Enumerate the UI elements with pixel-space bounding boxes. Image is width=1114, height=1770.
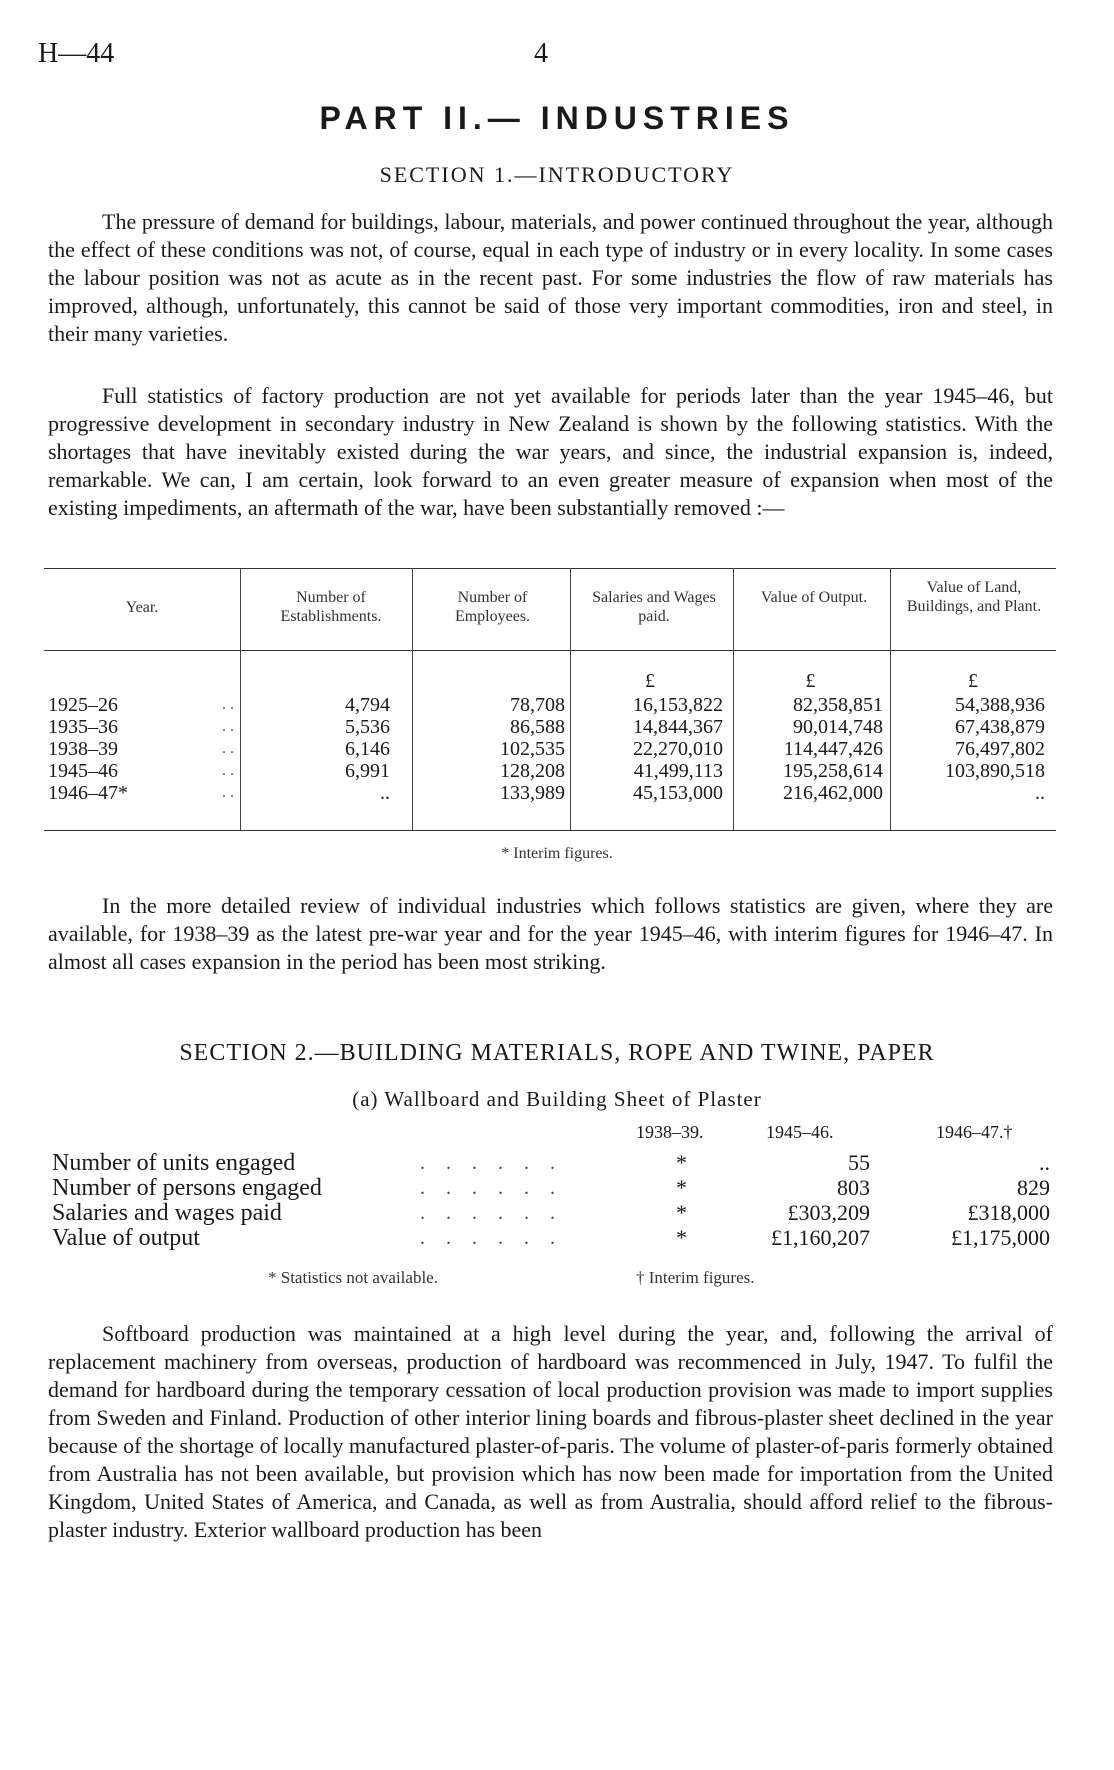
- cell-establishments: 5,536: [345, 716, 390, 738]
- table-rule-top: [44, 568, 1056, 569]
- page-number: 4: [534, 38, 548, 69]
- leader-dots: . .: [222, 762, 234, 779]
- header-employees: Number of Employees.: [454, 589, 531, 625]
- cell-salaries: 22,270,010: [633, 738, 723, 760]
- cell-output: 90,014,748: [793, 716, 883, 738]
- cell-year: 1935–36: [48, 716, 118, 738]
- value-1945-46: £303,209: [787, 1200, 870, 1225]
- cell-land-plant: 67,438,879: [955, 716, 1045, 738]
- table-divider: [890, 568, 891, 830]
- cell-employees: 133,989: [500, 782, 565, 804]
- row-label: Value of output: [52, 1225, 200, 1251]
- row-label: Number of persons engaged: [52, 1175, 322, 1201]
- leader-dots: . . . . . .: [420, 1202, 563, 1224]
- header-salaries: Salaries and Wages paid.: [592, 589, 716, 625]
- value-1938-39: *: [676, 1175, 687, 1200]
- value-1946-47: £318,000: [967, 1200, 1050, 1225]
- softboard-paragraph: Softboard production was maintained at a high level during the year, and, following the arrival of replacement machinery from overseas, production of hardboard was recommenced in July, 1947. To fulfil the demand for hardboard during the temporary cessation of local production provision was made to import supplies from Sweden and Finland. Production of other interior lining boards and fibrous-plaster sheet declined in the year because of the shortage of locally manufactured plaster-of-paris. The volume of plaster-of-paris formerly obtained from Australia has not been available, but provision which has now been made for importation from the United Kingdom, United States of America, and Canada, as well as from Australia, should afford relief to the fibrous-plaster industry. Exterior wallboard production has been: [48, 1321, 1053, 1542]
- value-1945-46: £1,160,207: [771, 1225, 870, 1250]
- cell-establishments: 6,146: [345, 738, 390, 760]
- cell-employees: 78,708: [510, 694, 565, 716]
- currency-mark: £: [805, 670, 816, 692]
- header-establishments: Number of Establishments.: [280, 589, 382, 625]
- section-2a-subtitle: (a) Wallboard and Building Sheet of Plaster: [352, 1087, 762, 1111]
- leader-dots: . . . . . .: [420, 1177, 563, 1199]
- value-1946-47: 829: [1017, 1175, 1050, 1200]
- cell-year: 1945–46: [48, 760, 118, 782]
- table-divider: [240, 568, 241, 830]
- value-1946-47: £1,175,000: [951, 1225, 1050, 1250]
- value-1938-39: *: [676, 1150, 687, 1175]
- interim-footnote: † Interim figures.: [636, 1268, 755, 1287]
- currency-mark: £: [968, 670, 978, 692]
- value-1938-39: *: [676, 1225, 687, 1250]
- table-footnote: * Interim figures.: [501, 845, 613, 862]
- leader-dots: . . . . . .: [420, 1227, 563, 1249]
- row-label: Number of units engaged: [52, 1150, 296, 1176]
- cell-salaries: 16,153,822: [633, 694, 723, 716]
- value-1945-46: 55: [848, 1150, 870, 1175]
- leader-dots: . .: [222, 740, 234, 757]
- leader-dots: . . . . . .: [420, 1152, 563, 1174]
- cell-employees: 128,208: [500, 760, 565, 782]
- cell-salaries: 14,844,367: [633, 716, 723, 738]
- column-1946-47: 1946–47.†: [936, 1122, 1013, 1142]
- review-paragraph: In the more detailed review of individual industries which follows statistics are given, where they are available, for 1938–39 as the latest pre-war year and for the year 1945–46, with interim figures for 1946–47. In almost all cases expansion in the period has been most striking.: [48, 893, 1053, 974]
- cell-salaries: 41,499,113: [633, 760, 723, 782]
- intro-paragraph-2: Full statistics of factory production are not yet available for periods later than the year 1945–46, but progressive development in secondary industry in New Zealand is shown by the following statistics. With the shortages that have inevitably existed during the war years, and since, the industrial expansion is, indeed, remarkable. We can, I am certain, look forward to an even greater measure of expansion when most of the existing impediments, an aftermath of the war, have been substantially removed :—: [48, 383, 1053, 520]
- leader-dots: . .: [222, 718, 234, 735]
- cell-land-plant: ..: [1035, 782, 1045, 804]
- value-1945-46: 803: [837, 1175, 870, 1200]
- intro-paragraph-1: The pressure of demand for buildings, labour, materials, and power continued throughout the year, although the effect of these conditions was not, of course, equal in each type of industry or in every locality. In some cases the labour position was not as acute as in the recent past. For some industries the flow of raw materials has improved, although, unfortunately, this cannot be said of those very important commodities, iron and steel, in their many varieties.: [48, 209, 1053, 346]
- cell-establishments: 4,794: [345, 694, 390, 716]
- cell-land-plant: 103,890,518: [945, 760, 1045, 782]
- value-1938-39: *: [676, 1200, 687, 1225]
- document-reference: H—44: [38, 38, 115, 69]
- cell-establishments: ..: [380, 782, 390, 804]
- row-label: Salaries and wages paid: [52, 1200, 282, 1226]
- cell-output: 82,358,851: [793, 694, 883, 716]
- cell-year: 1938–39: [48, 738, 118, 760]
- section-1-title: SECTION 1.—INTRODUCTORY: [379, 162, 735, 187]
- cell-year: 1946–47*: [48, 782, 128, 804]
- statistics-footnote: * Statistics not available.: [268, 1268, 438, 1287]
- value-1946-47: ..: [1039, 1150, 1050, 1175]
- header-output: Value of Output.: [760, 589, 868, 606]
- column-1945-46: 1945–46.: [766, 1122, 834, 1142]
- section-2-title: SECTION 2.—BUILDING MATERIALS, ROPE AND TWINE, PAPER: [179, 1040, 935, 1066]
- table-rule-bottom: [44, 830, 1056, 831]
- cell-employees: 86,588: [510, 716, 565, 738]
- cell-establishments: 6,991: [345, 760, 390, 782]
- table-divider: [570, 568, 571, 830]
- cell-output: 195,258,614: [783, 760, 883, 782]
- cell-land-plant: 54,388,936: [955, 694, 1045, 716]
- cell-salaries: 45,153,000: [633, 782, 723, 804]
- cell-employees: 102,535: [500, 738, 565, 760]
- cell-output: 114,447,426: [783, 738, 883, 760]
- table-divider: [733, 568, 734, 830]
- currency-mark: £: [645, 670, 655, 692]
- table-rule-header: [44, 650, 1056, 651]
- header-land-plant: Value of Land, Buildings, and Plant.: [906, 579, 1042, 615]
- header-year: Year.: [125, 599, 159, 616]
- part-title: PART II.— INDUSTRIES: [319, 100, 795, 136]
- table-divider: [412, 568, 413, 830]
- cell-land-plant: 76,497,802: [955, 738, 1045, 760]
- cell-year: 1925–26: [48, 694, 118, 716]
- leader-dots: . .: [222, 696, 234, 713]
- leader-dots: . .: [222, 784, 234, 801]
- column-1938-39: 1938–39.: [636, 1122, 704, 1142]
- cell-output: 216,462,000: [783, 782, 883, 804]
